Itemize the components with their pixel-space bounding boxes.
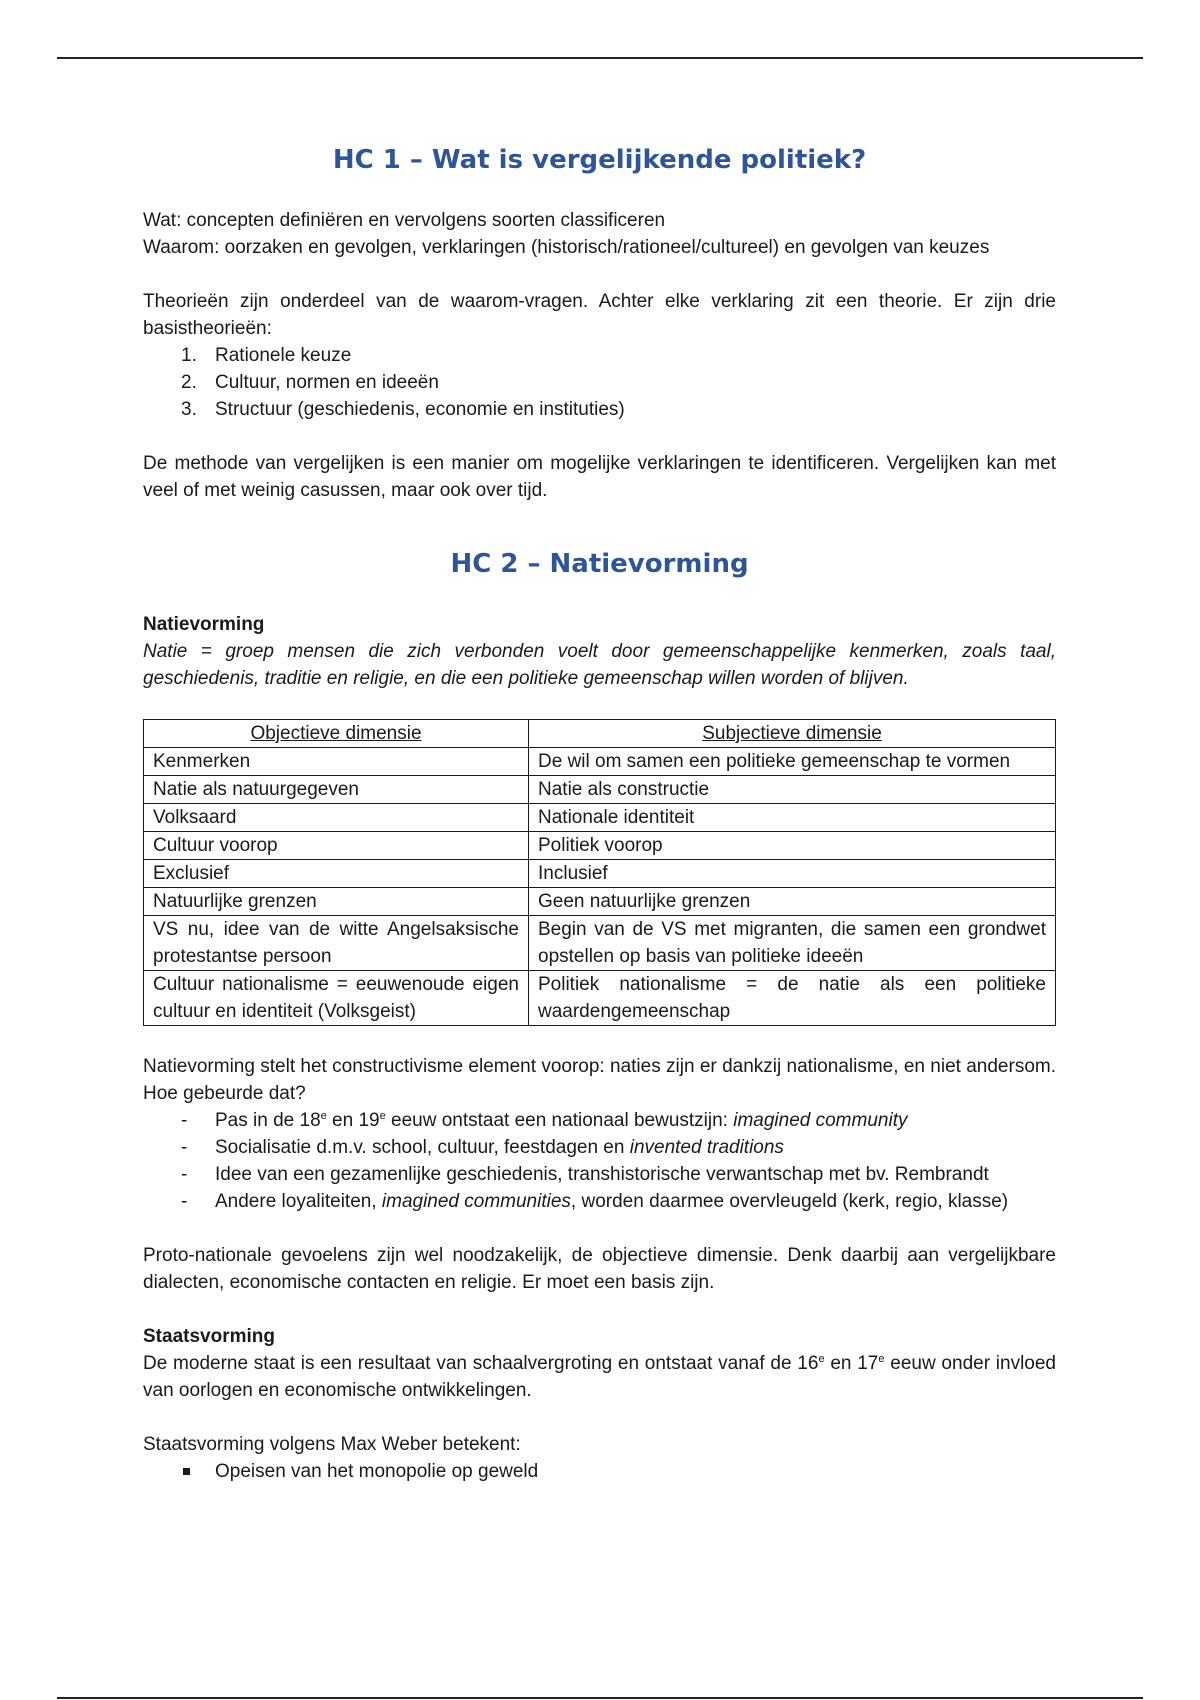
table-cell: Begin van de VS met migranten, die samen een grondwet opstellen op basis van politieke ideeën bbox=[529, 916, 1056, 971]
list-item: - Andere loyaliteiten, imagined communities, worden daarmee overvleugeld (kerk, regio, klasse) bbox=[143, 1188, 1056, 1215]
theory-list bbox=[143, 342, 1056, 423]
list-item: - Socialisatie d.m.v. school, cultuur, feestdagen en invented traditions bbox=[143, 1134, 1056, 1161]
list-text: Rationele keuze bbox=[215, 345, 352, 366]
list-number: 2. bbox=[181, 372, 197, 393]
list-number: 1. bbox=[181, 345, 197, 366]
list-item: - Idee van een gezamenlijke geschiedenis, transhistorische verwantschap met bv. Rembrandt bbox=[143, 1161, 1056, 1188]
dash-bullet: - bbox=[181, 1191, 188, 1212]
dash-bullet: - bbox=[181, 1110, 188, 1131]
dash-bullet: - bbox=[181, 1164, 188, 1185]
list-item: - Pas in de 18e en 19e eeuw ontstaat een nationaal bewustzijn: imagined community bbox=[143, 1107, 1056, 1134]
footer-rule bbox=[57, 1697, 1143, 1699]
hc1-waarom-line: Waarom: oorzaken en gevolgen, verklaringen (historisch/rationeel/cultureel) en gevolgen van keuzes bbox=[143, 237, 990, 258]
table-cell: Politiek voorop bbox=[529, 832, 1056, 860]
nation-building-list bbox=[143, 1107, 1056, 1215]
table-row bbox=[144, 971, 1056, 1026]
table-row bbox=[144, 888, 1056, 916]
list-text: Structuur (geschiedenis, economie en instituties) bbox=[215, 399, 625, 420]
table-cell: Cultuur nationalisme = eeuwenoude eigen cultuur en identiteit (Volksgeist) bbox=[144, 971, 529, 1026]
table-row bbox=[144, 748, 1056, 776]
table-row bbox=[144, 916, 1056, 971]
constructivism-paragraph: Natievorming stelt het constructivisme element voorop: naties zijn er dankzij nationalisme, en niet andersom. Hoe gebeurde dat? bbox=[143, 1056, 1056, 1104]
table-row bbox=[144, 776, 1056, 804]
list-text: Cultuur, normen en ideeën bbox=[215, 372, 439, 393]
hc1-method-paragraph: De methode van vergelijken is een manier om mogelijke verklaringen te identificeren. Vergelijken kan met veel of met weinig casussen, maar ook over tijd. bbox=[143, 453, 1056, 501]
list-item: Opeisen van het monopolie op geweld bbox=[143, 1458, 1056, 1485]
table-row bbox=[144, 832, 1056, 860]
table-cell: Politiek nationalisme = de natie als een politieke waardengemeenschap bbox=[529, 971, 1056, 1026]
table-cell: Natuurlijke grenzen bbox=[144, 888, 529, 916]
table-cell: Cultuur voorop bbox=[144, 832, 529, 860]
column-header-objective: Objectieve dimensie bbox=[144, 720, 529, 748]
table-cell: Natie als constructie bbox=[529, 776, 1056, 804]
subheading-staatsvorming: Staatsvorming bbox=[143, 1326, 275, 1347]
table-cell: VS nu, idee van de witte Angelsaksische protestantse persoon bbox=[144, 916, 529, 971]
dimension-table bbox=[143, 719, 1056, 1026]
table-header-row bbox=[144, 720, 1056, 748]
natie-definition: Natie = groep mensen die zich verbonden voelt door gemeenschappelijke kenmerken, zoals taal, geschiedenis, traditie en religie, en die een politieke gemeenschap willen worden of blijven. bbox=[143, 641, 1056, 689]
table-cell: Nationale identiteit bbox=[529, 804, 1056, 832]
list-item bbox=[143, 369, 1056, 396]
hc1-wat-line: Wat: concepten definiëren en vervolgens soorten classificeren bbox=[143, 210, 666, 231]
table-cell: Exclusief bbox=[144, 860, 529, 888]
document-page bbox=[143, 140, 1056, 1485]
table-row bbox=[144, 804, 1056, 832]
table-cell: Kenmerken bbox=[144, 748, 529, 776]
list-item bbox=[143, 342, 1056, 369]
staat-paragraph: De moderne staat is een resultaat van schaalvergroting en ontstaat vanaf de 16e en 17e eeuw onder invloed van oorlogen en economische ontwikkelingen. bbox=[143, 1353, 1056, 1401]
proto-national-paragraph: Proto-nationale gevoelens zijn wel noodzakelijk, de objectieve dimensie. Denk daarbij aan vergelijkbare dialecten, economische contacten en religie. Er moet een basis zijn. bbox=[143, 1245, 1056, 1293]
hc1-title: HC 1 – Wat is vergelijkende politiek? bbox=[332, 145, 867, 175]
header-rule bbox=[57, 57, 1143, 59]
hc1-theory-paragraph: Theorieën zijn onderdeel van de waarom-vragen. Achter elke verklaring zit een theorie. Er zijn drie basistheorieën: bbox=[143, 291, 1056, 339]
table-cell: Volksaard bbox=[144, 804, 529, 832]
table-row bbox=[144, 860, 1056, 888]
dash-bullet: - bbox=[181, 1137, 188, 1158]
table-cell: Geen natuurlijke grenzen bbox=[529, 888, 1056, 916]
hc2-title: HC 2 – Natievorming bbox=[450, 549, 749, 579]
list-number: 3. bbox=[181, 399, 197, 420]
table-cell: Inclusief bbox=[529, 860, 1056, 888]
subheading-natievorming: Natievorming bbox=[143, 614, 265, 635]
weber-intro: Staatsvorming volgens Max Weber betekent: bbox=[143, 1434, 521, 1455]
square-bullet-icon bbox=[183, 1468, 190, 1475]
table-cell: De wil om samen een politieke gemeenschap te vormen bbox=[529, 748, 1056, 776]
table-cell: Natie als natuurgegeven bbox=[144, 776, 529, 804]
column-header-subjective: Subjectieve dimensie bbox=[529, 720, 1056, 748]
weber-list bbox=[143, 1458, 1056, 1485]
list-item bbox=[143, 396, 1056, 423]
